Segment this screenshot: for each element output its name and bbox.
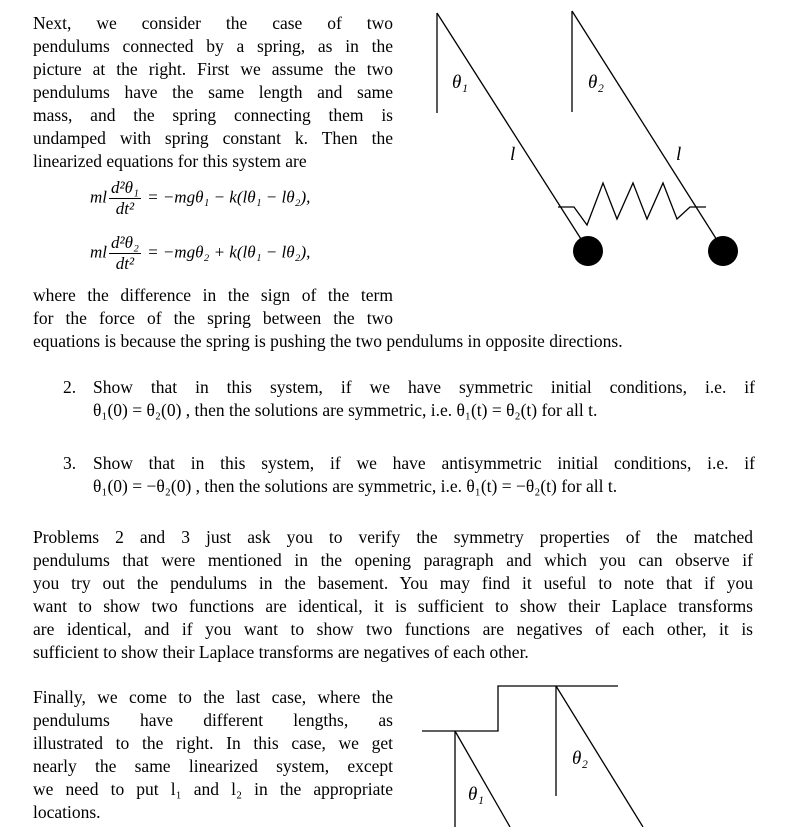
discussion-line: are identical, and if you want to show two functions are negatives of each other, it is xyxy=(33,619,753,639)
after-eq-line: where the difference in the sign of the term xyxy=(33,285,393,305)
equation-1-rhs: = −mgθ₁ − k(lθ₁ − lθ₂), xyxy=(147,187,311,207)
short-pendulum-rod xyxy=(455,731,510,827)
theta2-label: θ₂ xyxy=(588,72,604,93)
equation-2-rhs: = −mgθ₂ + k(lθ₁ − lθ₂), xyxy=(147,242,311,262)
equation-1-numerator: d²θ₁ xyxy=(111,178,139,197)
intro-line: undamped with spring constant k. Then the xyxy=(33,128,393,148)
after-eq-line: for the force of the spring between the two xyxy=(33,308,393,328)
length-label-left: l xyxy=(510,144,516,165)
long-pendulum-rod xyxy=(556,686,643,827)
final-line: locations. xyxy=(33,802,101,822)
length-label-right: l xyxy=(676,144,682,165)
discussion-line: pendulums that were mentioned in the opening paragraph and which you can observe if xyxy=(33,550,753,570)
equation-1-lhs: ml xyxy=(90,187,107,207)
equation-1-denominator: dt² xyxy=(115,199,135,218)
after-eq-line: equations is because the spring is pushing the two pendulums in opposite directions. xyxy=(33,331,623,351)
intro-line: pendulums connected by a spring, as in the xyxy=(33,36,393,56)
final-line: Finally, we come to the last case, where the xyxy=(33,687,393,707)
intro-line: Next, we consider the case of two xyxy=(33,13,393,33)
intro-line: picture at the right. First we assume the two xyxy=(33,59,393,79)
ceiling xyxy=(422,686,618,731)
discussion-line: want to show two functions are identical, it is sufficient to show their Laplace transforms xyxy=(33,596,753,616)
final-line: illustrated to the right. In this case, we get xyxy=(33,733,393,753)
problem-line: θ₁(0) = −θ₂(0) , then the solutions are symmetric, i.e. θ₁(t) = −θ₂(t) for all t. xyxy=(93,476,618,496)
problem-number: 2. xyxy=(63,377,77,397)
intro-line: pendulums have the same length and same xyxy=(33,82,393,102)
problem-line: Show that in this system, if we have antisymmetric initial conditions, i.e. if xyxy=(93,453,755,473)
problem-line: θ₁(0) = θ₂(0) , then the solutions are symmetric, i.e. θ₁(t) = θ₂(t) for all t. xyxy=(93,400,598,420)
final-line: nearly the same linearized system, except xyxy=(33,756,393,776)
discussion-line: Problems 2 and 3 just ask you to verify the symmetry properties of the matched xyxy=(33,527,753,547)
equation-2-numerator: d²θ₂ xyxy=(111,233,139,252)
discussion-line: you try out the pendulums in the basement. You may find it useful to note that if you xyxy=(33,573,753,593)
problem-number: 3. xyxy=(63,453,77,473)
theta1-label: θ₁ xyxy=(452,72,468,93)
figure2-theta1-label: θ₁ xyxy=(468,784,484,805)
equation-2-denominator: dt² xyxy=(115,254,135,273)
final-line: pendulums have different lengths, as xyxy=(33,710,393,730)
stepped-ceiling xyxy=(422,686,618,731)
intro-line: linearized equations for this system are xyxy=(33,151,307,171)
discussion-line: sufficient to show their Laplace transforms are negatives of each other. xyxy=(33,642,529,662)
problem-line: Show that in this system, if we have symmetric initial conditions, i.e. if xyxy=(93,377,755,397)
intro-line: mass, and the spring connecting them is xyxy=(33,105,393,125)
final-line: we need to put l₁ and l₂ in the appropriate xyxy=(33,779,393,799)
figure2-theta2-label: θ₂ xyxy=(572,748,588,769)
equation-2-lhs: ml xyxy=(90,242,107,262)
